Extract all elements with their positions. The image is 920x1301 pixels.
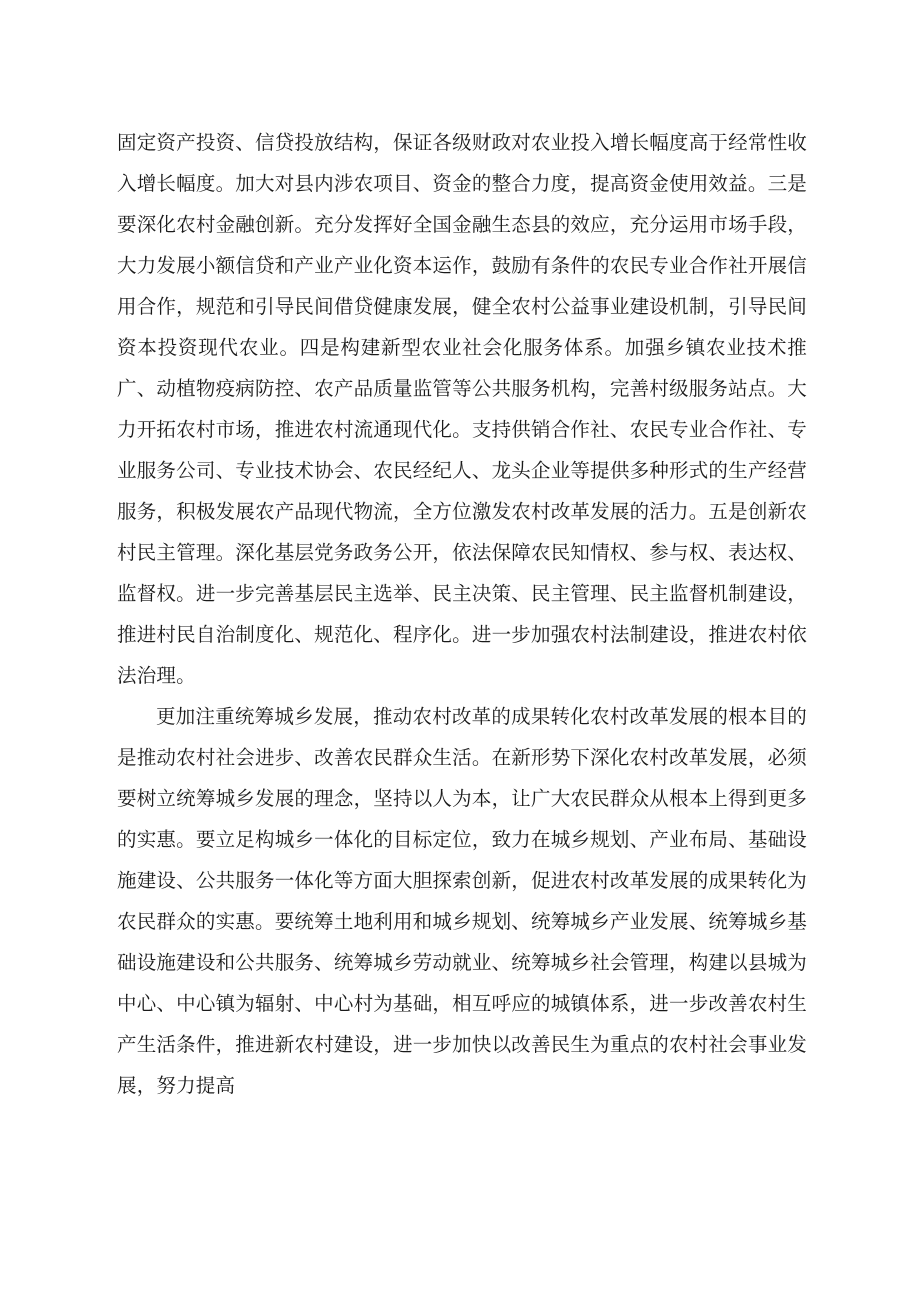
paragraph-urban-rural-coordination: 更加注重统筹城乡发展，推动农村改革的成果转化农村改革发展的根本目的是推动农村社会进步、改善农民群众生活。在新形势下深化农村改革发展，必须要树立统筹城乡发展的理念，坚持以人为本，让广大农民群众从根本上得到更多的实惠。要立足构城乡一体化的目标定位，致力在城乡规划、产业布局、基础设施建设、公共服务一体化等方面大胆探索创新，促进农村改革发展的成果转化为农民群众的实惠。要统筹土地利用和城乡规划、统筹城乡产业发展、统筹城乡基础设施建设和公共服务、统筹城乡劳动就业、统筹城乡社会管理，构建以县城为中心、中心镇为辐射、中心村为基础，相互呼应的城镇体系，进一步改善农村生产生活条件，推进新农村建设，进一步加快以改善民生为重点的农村社会事业发展，努力提高 [117, 705, 807, 1097]
paragraph-rural-finance-reform: 固定资产投资、信贷投放结构，保证各级财政对农业投入增长幅度高于经常性收入增长幅度。加大对县内涉农项目、资金的整合力度，提高资金使用效益。三是要深化农村金融创新。充分发挥好全国金融生态县的效应，充分运用市场手段，大力发展小额信贷和产业产业化资本运作，鼓励有条件的农民专业合作社开展信用合作，规范和引导民间借贷健康发展，健全农村公益事业建设机制，引导民间资本投资现代农业。四是构建新型农业社会化服务体系。加强乡镇农业技术推广、动植物疫病防控、农产品质量监管等公共服务机构，完善村级服务站点。大力开拓农村市场，推进农村流通现代化。支持供销合作社、农民专业合作社、专业服务公司、专业技术协会、农民经纪人、龙头企业等提供多种形式的生产经营服务，积极发展农产品现代物流，全方位激发农村改革发展的活力。五是创新农村民主管理。深化基层党务政务公开，依法保障农民知情权、参与权、表达权、监督权。进一步完善基层民主选举、民主决策、民主管理、民主监督机制建设，推进村民自治制度化、规范化、程序化。进一步加强农村法制建设，推进农村依法治理。 [117, 131, 807, 687]
document-body [117, 122, 807, 1106]
